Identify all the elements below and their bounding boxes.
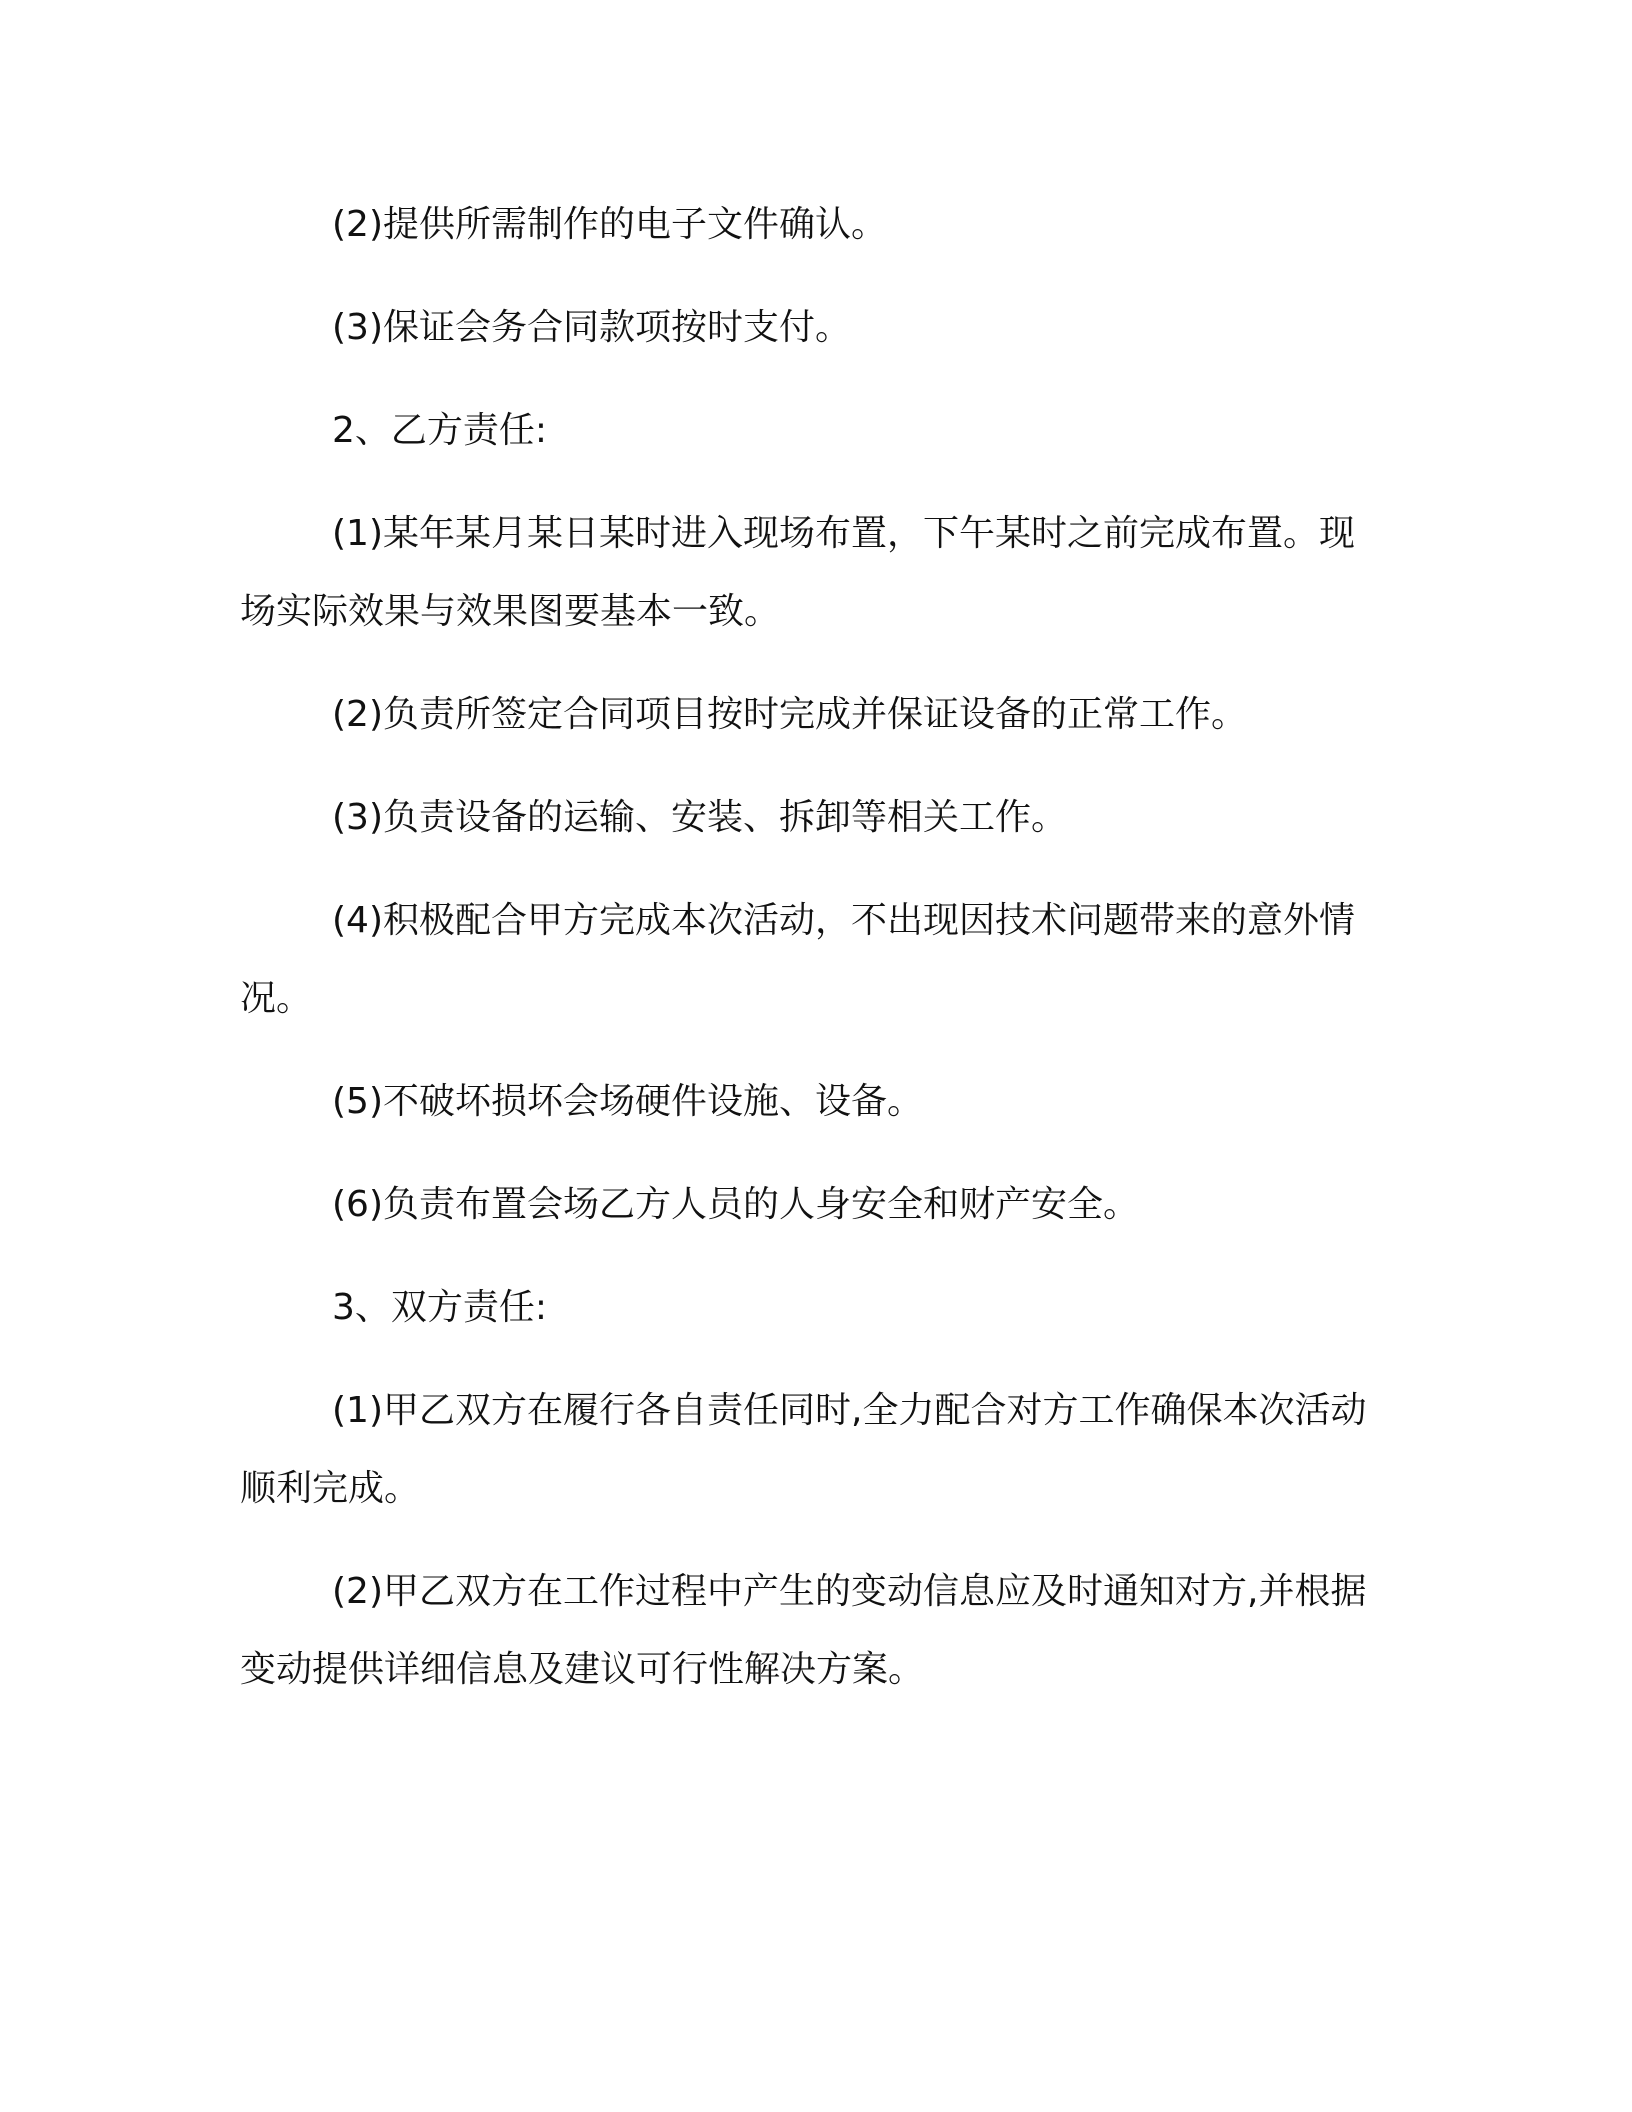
section-heading-party-b: 2、乙方责任:	[332, 410, 548, 451]
paragraph-both-parties-item-1: (1)甲乙双方在履行各自责任同时,全力配合对方工作确保本次活动顺利完成。	[240, 1390, 1367, 1509]
paragraph-party-a-item-2: (2)提供所需制作的电子文件确认。	[332, 204, 887, 245]
paragraph-party-b-item-1: (1)某年某月某日某时进入现场布置，下午某时之前完成布置。现场实际效果与效果图要基本一致。	[240, 513, 1355, 632]
section-heading-both-parties: 3、双方责任:	[332, 1287, 548, 1328]
paragraph-party-b-item-5: (5)不破坏损坏会场硬件设施、设备。	[332, 1081, 923, 1122]
paragraph-party-a-item-3: (3)保证会务合同款项按时支付。	[332, 307, 851, 348]
paragraph-party-b-item-4: (4)积极配合甲方完成本次活动，不出现因技术问题带来的意外情况。	[240, 900, 1355, 1019]
paragraph-both-parties-item-2: (2)甲乙双方在工作过程中产生的变动信息应及时通知对方,并根据变动提供详细信息及建议可行性解决方案。	[240, 1571, 1367, 1690]
paragraph-party-b-item-3: (3)负责设备的运输、安装、拆卸等相关工作。	[332, 797, 1067, 838]
paragraph-party-b-item-6: (6)负责布置会场乙方人员的人身安全和财产安全。	[332, 1184, 1139, 1225]
paragraph-party-b-item-2: (2)负责所签定合同项目按时完成并保证设备的正常工作。	[332, 694, 1247, 735]
document-body	[240, 186, 1390, 1734]
